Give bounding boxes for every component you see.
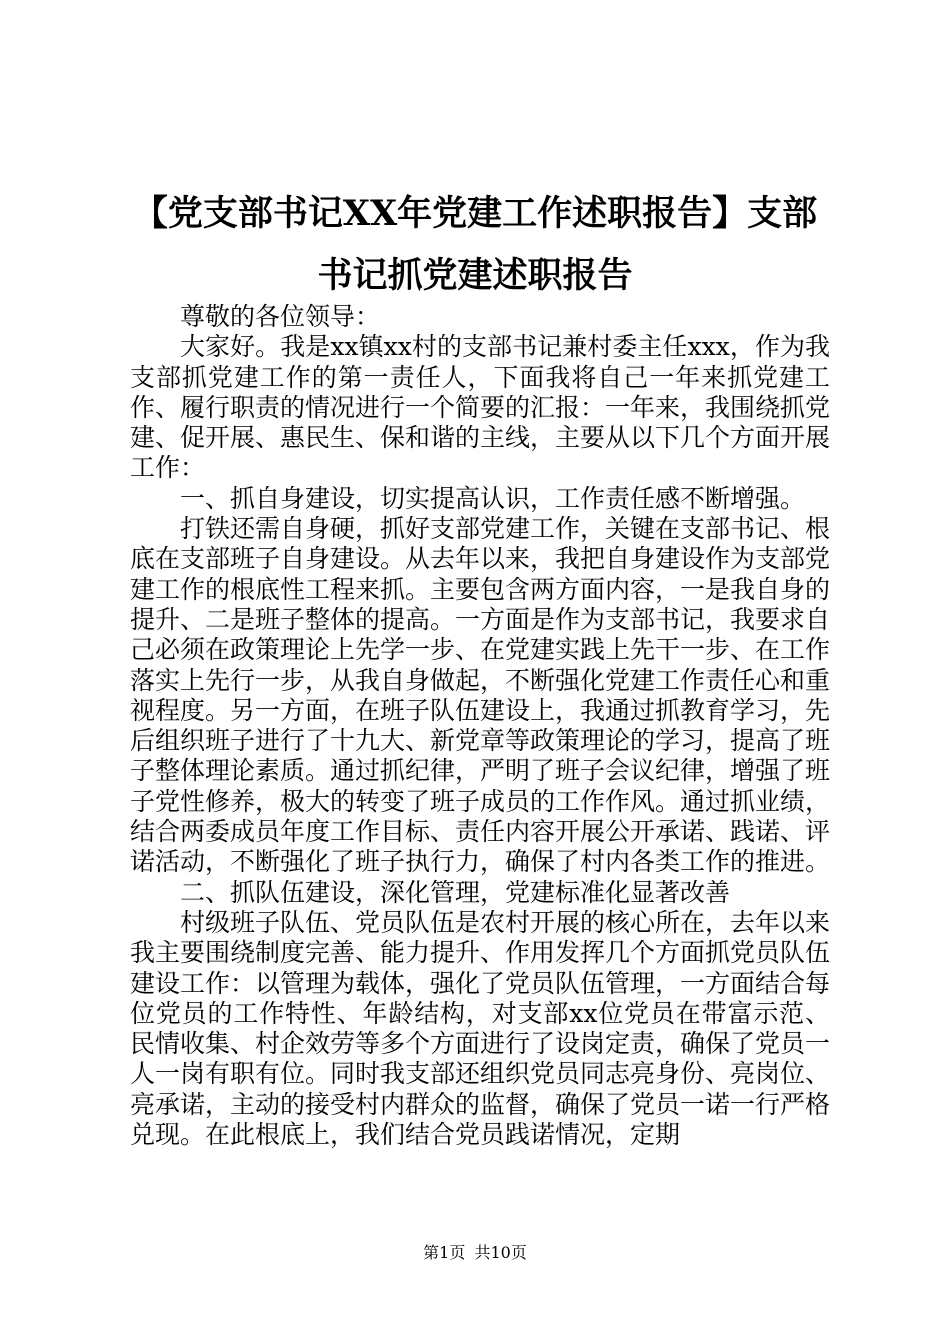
page-total: 共10页 xyxy=(474,1243,527,1262)
paragraph-team-building: 村级班子队伍、党员队伍是农村开展的核心所在，去年以来我主要围绕制度完善、能力提升、作用发挥几个方面抓党员队伍建设工作：以管理为载体，强化了党员队伍管理，一方面结合每位党员的工作特性、年龄结构，对支部xx位党员在带富示范、民情收集、村企效劳等多个方面进行了设岗定责，确保了党员一人一岗有职有位。同时我支部还组织党员同志亮身份、亮岗位、亮承诺，主动的接受村内群众的监督，确保了党员一诺一行严格兑现。在此根底上，我们结合党员践诺情况，定期 xyxy=(130,907,831,1150)
salutation: 尊敬的各位领导： xyxy=(180,302,381,331)
paragraph-intro: 大家好。我是xx镇xx村的支部书记兼村委主任xxx，作为我支部抓党建工作的第一责任人，下面我将自己一年来抓党建工作、履行职责的情况进行一个简要的汇报：一年来，我围绕抓党建、促开展、惠民生、保和谐的主线，主要从以下几个方面开展工作： xyxy=(130,332,831,483)
section-heading-2: 二、抓队伍建设，深化管理，党建标准化显著改善 xyxy=(180,877,731,907)
page-number: 第1页 xyxy=(423,1243,466,1262)
title-line-2: 书记抓党建述职报告 xyxy=(317,255,633,296)
section-heading-1: 一、抓自身建设，切实提高认识，工作责任感不断增强。 xyxy=(180,483,806,513)
document-title xyxy=(110,183,840,307)
paragraph-self-building: 打铁还需自身硬，抓好支部党建工作，关键在支部书记、根底在支部班子自身建设。从去年以来，我把自身建设作为支部党建工作的根底性工程来抓。主要包含两方面内容，一是我自身的提升、二是班子整体的提高。一方面是作为支部书记，我要求自己必须在政策理论上先学一步、在党建实践上先干一步、在工作落实上先行一步，从我自身做起，不断强化党建工作责任心和重视程度。另一方面，在班子队伍建设上，我通过抓教育学习，先后组织班子进行了十九大、新党章等政策理论的学习，提高了班子整体理论素质。通过抓纪律，严明了班子会议纪律，增强了班子党性修养，极大的转变了班子成员的工作作风。通过抓业绩，结合两委成员年度工作目标、责任内容开展公开承诺、践诺、评诺活动，不断强化了班子执行力，确保了村内各类工作的推进。 xyxy=(130,514,831,877)
title-line-1: 【党支部书记XX年党建工作述职报告】支部 xyxy=(132,193,818,234)
page-footer xyxy=(0,1243,950,1263)
document-body xyxy=(130,302,830,1150)
